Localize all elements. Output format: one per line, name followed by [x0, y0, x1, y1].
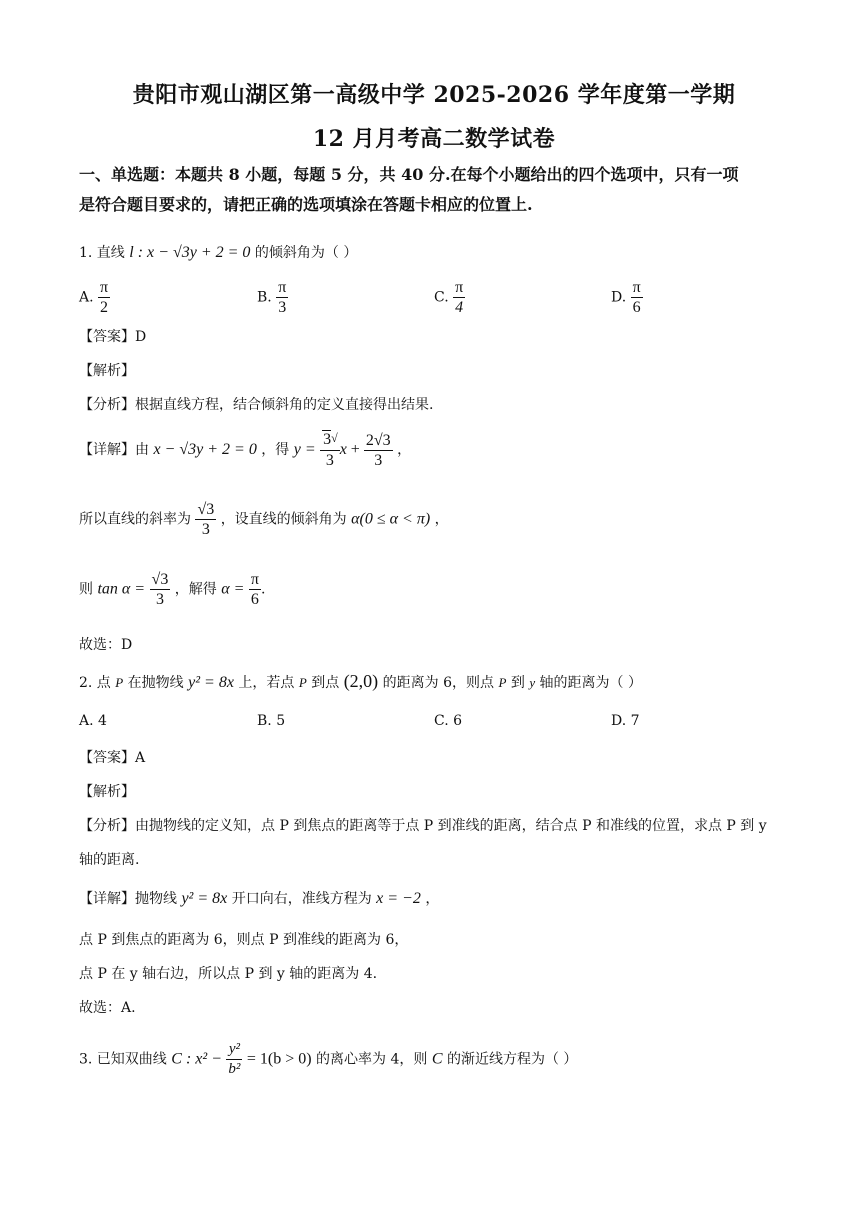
q2-point-P: P: [298, 675, 307, 690]
tan-alpha: α =: [221, 580, 245, 598]
frac-num: π: [100, 279, 109, 296]
q1-option-b: [257, 278, 288, 317]
tan-prefix: 则: [79, 581, 93, 598]
q2-detail-eq: y² = 8x: [181, 890, 228, 907]
q1-detail: [79, 430, 411, 470]
q3-frac: [226, 1040, 242, 1079]
q2-stem-d: 到点: [311, 675, 340, 691]
q3-frac-num: y²: [226, 1040, 242, 1060]
q1-prefix: 1. 直线: [79, 245, 125, 261]
option-label: D.: [611, 289, 627, 306]
q2-y-axis: y: [529, 675, 536, 690]
q2-stem-f: 到: [510, 675, 525, 691]
q2-stem-g: 轴的距离为（ ）: [539, 675, 642, 691]
q1-option-d: [611, 278, 643, 317]
q2-directrix: x = −2: [376, 890, 421, 907]
q3-stem: [79, 1040, 577, 1079]
q2-analysis-tag: 【解析】: [79, 784, 135, 800]
detail-equation: x − √3y + 2 = 0: [153, 441, 257, 458]
q2-option-a: A. 4: [79, 713, 107, 729]
detail-prefix: 【详解】由: [79, 442, 149, 458]
section-heading-line1: 一、单选题：本题共 8 小题，每题 5 分，共 40 分.在每个小题给出的四个选项中，只有一项: [79, 165, 739, 184]
q1-option-a: [79, 278, 110, 317]
frac-num: π: [278, 279, 287, 296]
tan-mid: ，解得: [174, 581, 217, 598]
detail-frac-2: $\frac{2√3}{3}$: [365, 431, 391, 469]
q2-fenxi-line2: 轴的距离.: [79, 852, 140, 868]
detail-frac-1: $\frac{3√}{3}$: [320, 430, 340, 470]
q3-prefix: 3. 已知双曲线: [79, 1051, 167, 1068]
q1-answer: 【答案】D: [79, 329, 147, 345]
frac-den: 2: [100, 299, 109, 316]
q2-detail-a: 【详解】抛物线: [79, 891, 177, 907]
frac-den: 4: [455, 299, 464, 316]
q2-choice: 故选：A.: [79, 1000, 136, 1016]
q2-point-coords: (2,0): [343, 671, 379, 691]
section-heading: [79, 160, 799, 220]
frac-num: π: [632, 279, 641, 296]
q2-option-b: B. 5: [257, 713, 286, 729]
q2-detail-b: 开口向右，准线方程为: [231, 891, 372, 907]
q1-analysis-tag: 【解析】: [79, 363, 135, 379]
q2-option-c: C. 6: [434, 713, 463, 729]
option-fraction: [631, 278, 643, 317]
slope-prefix: 所以直线的斜率为: [79, 511, 191, 528]
section-heading-line2: 是符合题目要求的，请把正确的选项填涂在答题卡相应的位置上.: [79, 195, 533, 214]
q2-stem: [79, 671, 642, 692]
q2-fenxi-line1: 【分析】由抛物线的定义知，点 P 到焦点的距离等于点 P 到准线的距离，结合点 P 和准线的位置，求点 P 到 y: [79, 818, 767, 834]
slope-end: ，: [434, 511, 449, 528]
detail-x: x: [339, 441, 347, 458]
frac-den: 6: [632, 299, 641, 316]
detail-mid: ，得: [261, 442, 290, 458]
option-fraction: [98, 278, 110, 317]
q2-point-P: P: [115, 675, 124, 690]
q1-slope: [79, 500, 449, 539]
q3-suffix: 的渐近线方程为（ ）: [446, 1051, 578, 1068]
slope-frac: $\frac{√3}{3}$: [197, 501, 215, 538]
tan-expr: tan α =: [97, 580, 146, 598]
q2-point-P: P: [498, 675, 507, 690]
frac-den: 3: [278, 299, 287, 316]
q2-answer: 【答案】A: [79, 750, 146, 766]
option-label: C.: [434, 289, 449, 306]
q1-choice: 故选：D: [79, 637, 133, 653]
q3-hyperbola-lhs: C : x² −: [171, 1050, 222, 1068]
detail-end: ，: [397, 442, 412, 458]
q3-eq-tail: = 1(b > 0): [246, 1050, 312, 1068]
q1-option-c: [434, 278, 465, 317]
tan-end: .: [260, 581, 266, 598]
detail-plus: +: [346, 441, 364, 458]
q2-detail-line2: 点 P 到焦点的距离为 6，则点 P 到准线的距离为 6，: [79, 932, 409, 948]
q2-detail: [79, 888, 439, 908]
q2-option-d: D. 7: [611, 713, 640, 729]
q2-stem-b: 在抛物线: [127, 675, 184, 691]
q3-mid: 的离心率为 4，则: [316, 1051, 428, 1068]
option-label: A.: [79, 289, 94, 306]
tan-frac: $\frac{√3}{3}$: [151, 571, 169, 608]
option-fraction: [276, 278, 288, 317]
q1-tan: [79, 570, 265, 609]
frac-num: π: [455, 279, 464, 296]
q2-stem-a: 2. 点: [79, 675, 111, 691]
q2-stem-e: 的距离为 6，则点: [382, 675, 494, 691]
q3-frac-den: b²: [228, 1061, 241, 1077]
q2-detail-c: ，: [425, 891, 440, 907]
q1-equation: l : x − √3y + 2 = 0: [129, 244, 251, 261]
tan-result-frac: $\frac{\pi}{6}$: [250, 571, 259, 608]
slope-mid: ，设直线的倾斜角为: [220, 511, 347, 528]
option-fraction: [453, 278, 465, 317]
q1-suffix: 的倾斜角为（ ）: [254, 245, 358, 261]
q1-fenxi: 【分析】根据直线方程，结合倾斜角的定义直接得出结果.: [79, 397, 434, 413]
q2-stem-c: 上，若点: [238, 675, 295, 691]
slope-alpha: α(0 ≤ α < π): [351, 510, 431, 528]
q3-C: C: [431, 1050, 443, 1068]
q1-stem: [79, 242, 357, 262]
q2-detail-line3: 点 P 在 y 轴右边，所以点 P 到 y 轴的距离为 4.: [79, 966, 378, 982]
option-label: B.: [257, 289, 272, 306]
exam-title-line2: 12 月月考高二数学试卷: [312, 126, 556, 152]
detail-y: y =: [293, 441, 316, 458]
q2-parabola: y² = 8x: [188, 674, 234, 691]
exam-title-line1: 贵阳市观山湖区第一高级中学 2025-2026 学年度第一学期: [132, 82, 736, 108]
